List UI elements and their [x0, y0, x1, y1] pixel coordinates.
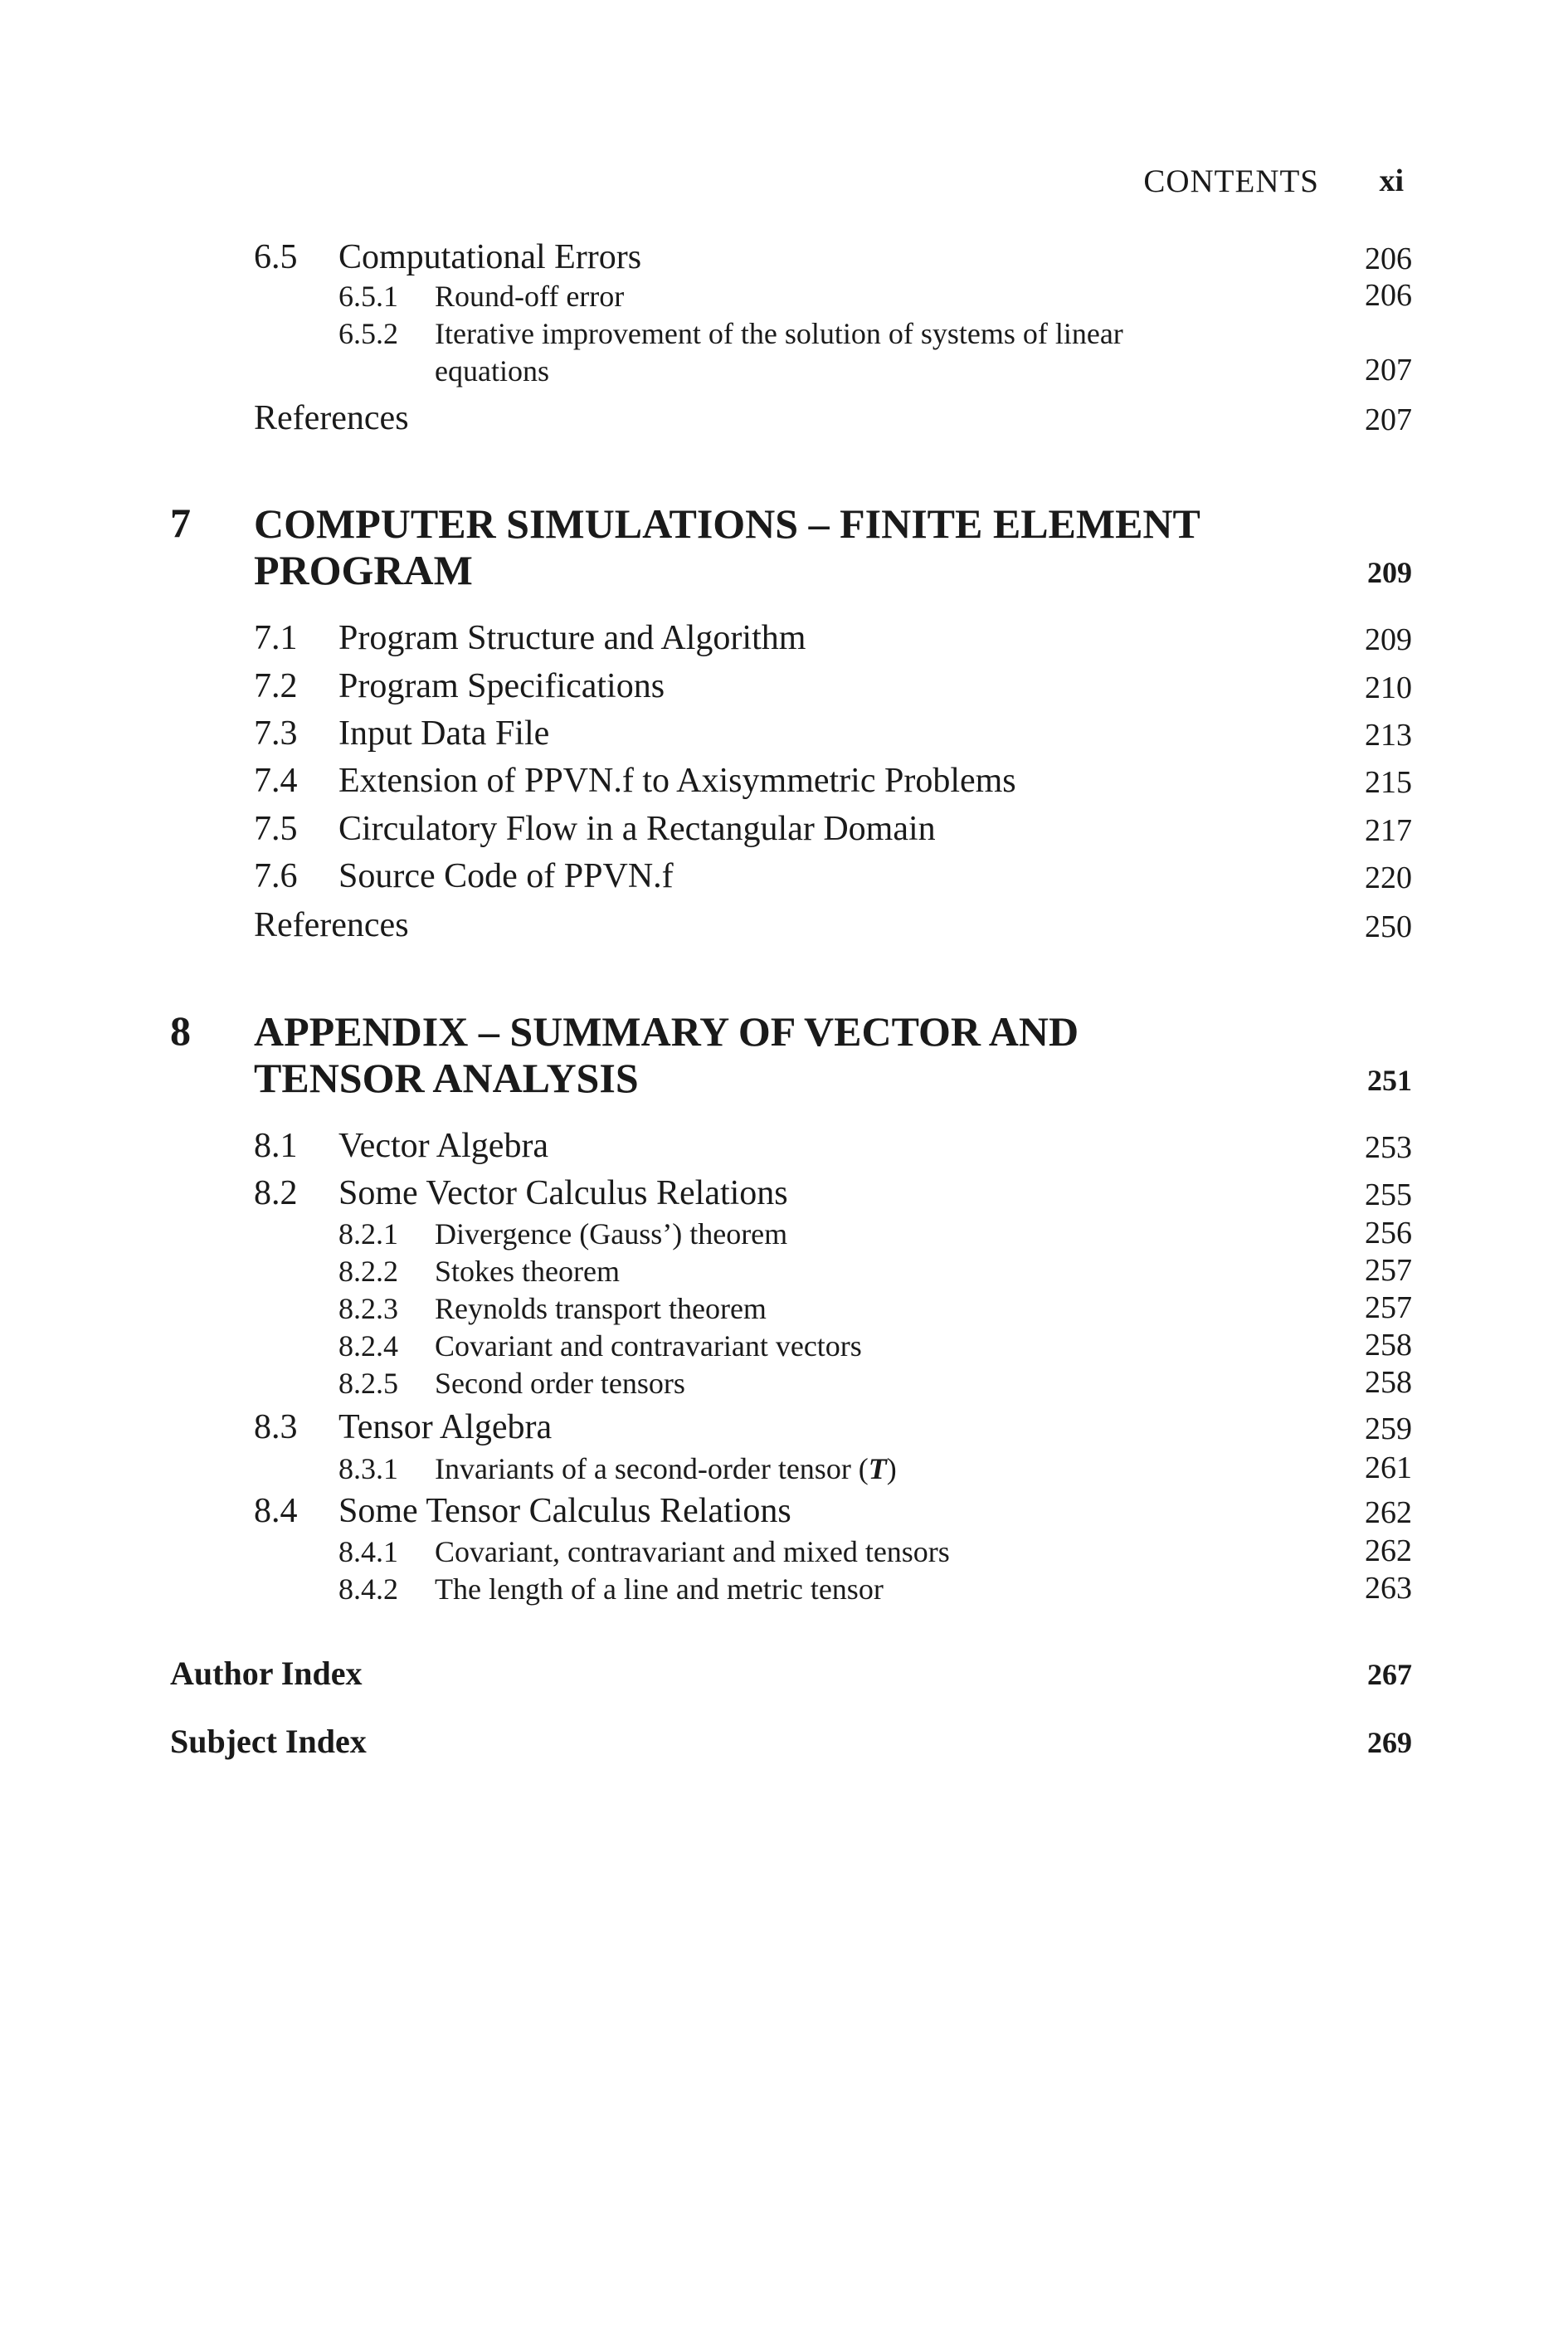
entry-title: Tensor Algebra: [338, 1408, 553, 1446]
entry-title: Subject Index: [170, 1723, 367, 1760]
entry-page: 262: [1365, 1495, 1412, 1530]
entry-page: 253: [1365, 1130, 1412, 1165]
entry-number: 8.2.1: [338, 1217, 398, 1250]
entry-number: 8.2: [254, 1174, 298, 1212]
entry-title: Covariant, contravariant and mixed tensors: [435, 1535, 950, 1568]
entry-page: 258: [1365, 1365, 1412, 1400]
entry-number: 7.5: [254, 810, 298, 848]
entry-page: 210: [1365, 670, 1412, 705]
entry-number: 8.1: [254, 1127, 298, 1165]
entry-title: Source Code of PPVN.f: [338, 857, 674, 895]
entry-page: 257: [1365, 1290, 1412, 1325]
entry-title: Extension of PPVN.f to Axisymmetric Problems: [338, 762, 1016, 800]
chapter-title-line1: APPENDIX – SUMMARY OF VECTOR AND: [254, 1008, 1079, 1055]
running-header: [996, 163, 1410, 204]
entry-title: Reynolds transport theorem: [435, 1292, 767, 1325]
entry-title: Covariant and contravariant vectors: [435, 1329, 862, 1363]
chapter-number: 8: [170, 1007, 191, 1054]
entry-title-continued: equations: [435, 354, 549, 388]
entry-number: 8.2.5: [338, 1367, 398, 1400]
entry-page: 213: [1365, 718, 1412, 753]
entry-title: Vector Algebra: [338, 1127, 549, 1165]
entry-title: Program Structure and Algorithm: [338, 619, 806, 657]
entry-number: 8.2.4: [338, 1329, 398, 1363]
entry-page: 215: [1365, 765, 1412, 800]
entry-title-text: Invariants of a second-order tensor (: [435, 1452, 869, 1485]
entry-title-close: ): [886, 1452, 897, 1485]
entry-page: 259: [1365, 1411, 1412, 1446]
entry-title: Round-off error: [435, 280, 625, 313]
entry-page: 255: [1365, 1177, 1412, 1212]
running-header-page-number: xi: [1379, 163, 1404, 198]
entry-title: Second order tensors: [435, 1367, 685, 1400]
entry-page: 217: [1365, 813, 1412, 848]
entry-number: 6.5.2: [338, 317, 398, 350]
entry-page: 206: [1365, 278, 1412, 313]
entry-number: 8.3.1: [338, 1452, 398, 1485]
entry-title: Some Tensor Calculus Relations: [338, 1492, 791, 1530]
running-header-title: CONTENTS: [1143, 163, 1319, 199]
entry-page: 261: [1365, 1450, 1412, 1485]
tensor-symbol: T: [868, 1452, 887, 1485]
entry-number: 7.2: [254, 667, 298, 705]
entry-title: Iterative improvement of the solution of systems of linear: [435, 317, 1123, 350]
entry-page: 220: [1365, 860, 1412, 895]
entry-title: Some Vector Calculus Relations: [338, 1174, 788, 1212]
entry-number: 6.5.1: [338, 280, 398, 313]
chapter-page: 209: [1367, 556, 1412, 589]
entry-number: 7.1: [254, 619, 298, 657]
entry-page: 258: [1365, 1328, 1412, 1363]
entry-page: 256: [1365, 1216, 1412, 1250]
entry-page: 257: [1365, 1253, 1412, 1288]
entry-title: References: [254, 906, 409, 944]
entry-number: 8.4: [254, 1492, 298, 1530]
chapter-title-line1: COMPUTER SIMULATIONS – FINITE ELEMENT: [254, 500, 1200, 547]
entry-page: 209: [1365, 622, 1412, 657]
entry-title: Stokes theorem: [435, 1255, 620, 1288]
entry-page: 207: [1365, 402, 1412, 437]
entry-number: 6.5: [254, 238, 298, 276]
entry-page: 262: [1365, 1533, 1412, 1568]
entry-title: Program Specifications: [338, 667, 665, 705]
chapter-page: 251: [1367, 1064, 1412, 1097]
entry-title: Circulatory Flow in a Rectangular Domain: [338, 810, 936, 848]
entry-title: Computational Errors: [338, 238, 642, 276]
entry-page: 206: [1365, 241, 1412, 276]
entry-page: 269: [1367, 1726, 1412, 1759]
entry-title: Input Data File: [338, 714, 550, 753]
entry-page: 250: [1365, 909, 1412, 944]
entry-number: 7.6: [254, 857, 298, 895]
entry-title: The length of a line and metric tensor: [435, 1572, 884, 1606]
entry-number: 7.3: [254, 714, 298, 753]
entry-page: 267: [1367, 1658, 1412, 1691]
entry-number: 8.3: [254, 1408, 298, 1446]
entry-number: 7.4: [254, 762, 298, 800]
entry-title: References: [254, 399, 409, 437]
entry-number: 8.2.3: [338, 1292, 398, 1325]
entry-page: 207: [1365, 353, 1412, 388]
entry-page: 263: [1365, 1571, 1412, 1606]
chapter-title-line2: PROGRAM: [254, 547, 473, 593]
entry-title: Divergence (Gauss’) theorem: [435, 1217, 788, 1250]
entry-title: Author Index: [170, 1655, 363, 1692]
chapter-title-line2: TENSOR ANALYSIS: [254, 1055, 639, 1101]
entry-title: [435, 1451, 897, 1486]
chapter-number: 7: [170, 500, 191, 546]
entry-number: 8.4.1: [338, 1535, 398, 1568]
entry-number: 8.4.2: [338, 1572, 398, 1606]
entry-number: 8.2.2: [338, 1255, 398, 1288]
